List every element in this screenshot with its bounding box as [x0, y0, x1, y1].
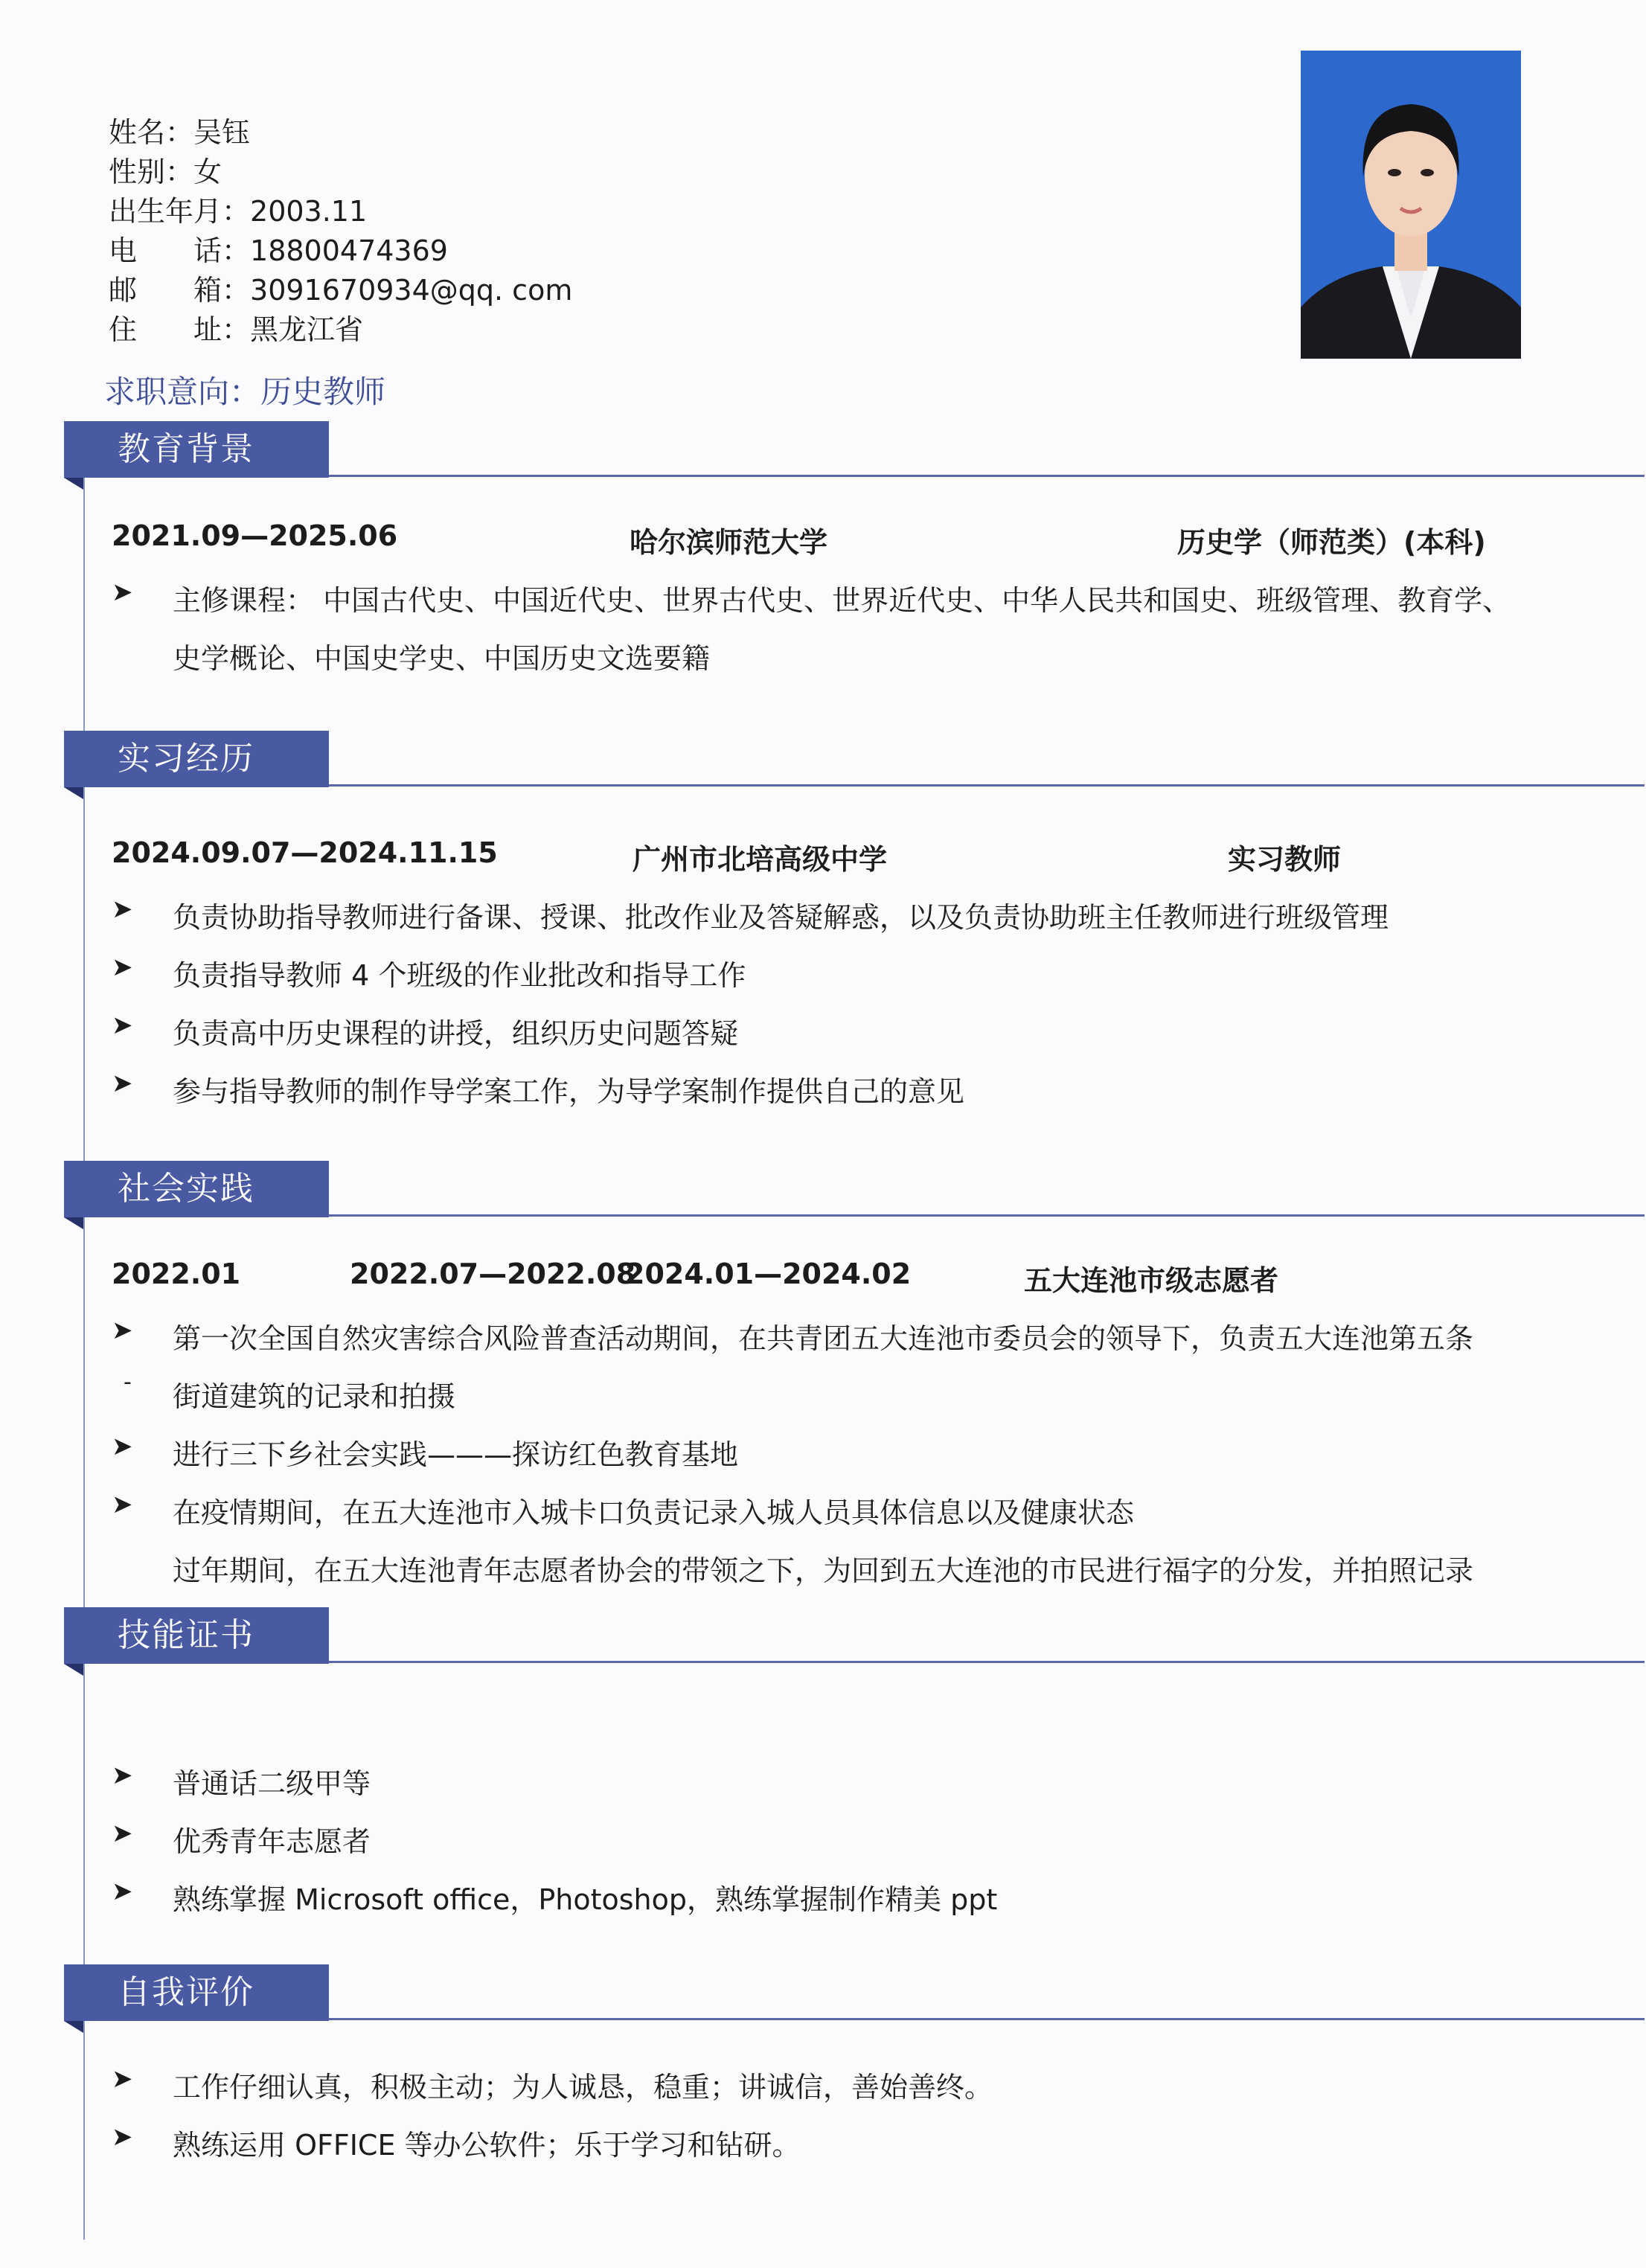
gender-label: 性别：: [109, 156, 194, 188]
section-corner: [64, 787, 83, 799]
internship-item-3: 负责高中历史课程的讲授，组织历史问题答疑: [173, 1017, 739, 1050]
arrow-icon: ➤: [112, 1819, 133, 1848]
email-label: 邮 箱：: [109, 274, 251, 307]
section-corner: [64, 1217, 83, 1229]
profile-photo: [1301, 51, 1521, 359]
email-value: 3091670934@qq. com: [250, 274, 573, 307]
internship-item-1: 负责协助指导教师进行备课、授课、批改作业及答疑解惑，以及负责协助班主任教师进行班级管理: [173, 901, 1389, 934]
job-intent: 求职意向：历史教师: [104, 374, 386, 410]
social-date-2: 2022.07—2022.08: [350, 1258, 636, 1290]
courses-line2: 史学概论、中国史学史、中国历史文选要籍: [173, 642, 711, 675]
birth-label: 出生年月：: [109, 195, 251, 228]
skill-item-3: 熟练掌握 Microsoft office，Photoshop，熟练掌握制作精美 ppt: [173, 1883, 998, 1916]
phone-value: 18800474369: [250, 234, 448, 267]
portrait-illustration: [1301, 51, 1521, 359]
section-rule: [329, 1661, 1645, 1663]
arrow-icon: ➤: [112, 2064, 133, 2094]
section-self-eval: [64, 1964, 1582, 2036]
phone-label: 电 话：: [109, 234, 251, 267]
social-date-3: 2024.01—2024.02: [625, 1258, 912, 1290]
section-corner: [64, 2021, 83, 2033]
personal-info: [109, 113, 572, 350]
birth-value: 2003.11: [250, 195, 368, 228]
skill-item-2: 优秀青年志愿者: [173, 1825, 371, 1858]
social-item-4: 过年期间，在五大连池青年志愿者协会的带领之下，为回到五大连池的市民进行福字的分发，并拍照记录: [173, 1554, 1474, 1587]
social-item-1-line1: 第一次全国自然灾害综合风险普查活动期间，在共青团五大连池市委员会的领导下，负责五大连池第五条: [173, 1322, 1474, 1355]
section-internship: [64, 731, 1582, 802]
arrow-icon: ➤: [112, 1010, 133, 1040]
internship-period: 2024.09.07—2024.11.15: [112, 836, 498, 869]
section-title-social: 社会实践: [64, 1161, 329, 1217]
self-eval-item-2: 熟练运用 OFFICE 等办公软件；乐于学习和钻研。: [173, 2129, 801, 2162]
section-rule: [329, 784, 1645, 787]
section-title-self-eval: 自我评价: [64, 1964, 329, 2021]
arrow-icon: ➤: [112, 1877, 133, 1906]
internship-school: 广州市北培高级中学: [633, 843, 888, 876]
courses-line1: 主修课程： 中国古代史、中国近代史、世界古代史、世界近代史、中华人民共和国史、班级管理、教育学、: [173, 584, 1511, 617]
internship-item-2: 负责指导教师 4 个班级的作业批改和指导工作: [173, 959, 746, 992]
name-row: [109, 113, 572, 153]
social-title: 五大连池市级志愿者: [1024, 1264, 1279, 1297]
section-rule: [329, 1214, 1645, 1217]
arrow-icon: ➤: [112, 952, 133, 982]
gender-value: 女: [193, 156, 222, 188]
section-corner: [64, 478, 83, 490]
phone-row: [109, 231, 572, 271]
internship-role: 实习教师: [1228, 843, 1342, 876]
social-date-1: 2022.01: [112, 1258, 241, 1290]
dash-mark: -: [124, 1369, 132, 1395]
email-row: [109, 271, 572, 310]
skill-item-1: 普通话二级甲等: [173, 1767, 371, 1800]
arrow-icon: ➤: [112, 1761, 133, 1790]
birth-row: [109, 192, 572, 231]
address-value: 黑龙江省: [250, 313, 364, 346]
section-title-internship: 实习经历: [64, 731, 329, 787]
gender-row: [109, 153, 572, 192]
social-item-3: 在疫情期间，在五大连池市入城卡口负责记录入城人员具体信息以及健康状态: [173, 1496, 1135, 1529]
internship-item-4: 参与指导教师的制作导学案工作，为导学案制作提供自己的意见: [173, 1075, 965, 1108]
section-rule: [329, 2018, 1645, 2020]
section-corner: [64, 1664, 83, 1676]
section-skills: [64, 1607, 1582, 1679]
arrow-icon: ➤: [112, 577, 133, 607]
arrow-icon: ➤: [112, 1069, 133, 1098]
section-title-education: 教育背景: [64, 421, 329, 478]
section-title-skills: 技能证书: [64, 1607, 329, 1664]
name-label: 姓名：: [109, 116, 194, 149]
arrow-icon: ➤: [112, 1490, 133, 1519]
education-major: 历史学（师范类）(本科): [1177, 526, 1486, 559]
section-social: [64, 1161, 1582, 1232]
name-value: 吴钰: [193, 116, 251, 149]
social-item-1-line2: 街道建筑的记录和拍摄: [173, 1380, 456, 1413]
section-education: [64, 421, 1582, 493]
self-eval-item-1: 工作仔细认真，积极主动；为人诚恳，稳重；讲诚信，善始善终。: [173, 2071, 993, 2104]
arrow-icon: ➤: [112, 2122, 133, 2152]
education-period: 2021.09—2025.06: [112, 519, 398, 552]
arrow-icon: ➤: [112, 1316, 133, 1345]
address-label: 住 址：: [109, 313, 251, 346]
education-school: 哈尔滨师范大学: [630, 526, 828, 559]
arrow-icon: ➤: [112, 1432, 133, 1461]
address-row: [109, 310, 572, 350]
section-rule: [329, 475, 1645, 477]
arrow-icon: ➤: [112, 894, 133, 924]
social-item-2: 进行三下乡社会实践———探访红色教育基地: [173, 1438, 739, 1471]
